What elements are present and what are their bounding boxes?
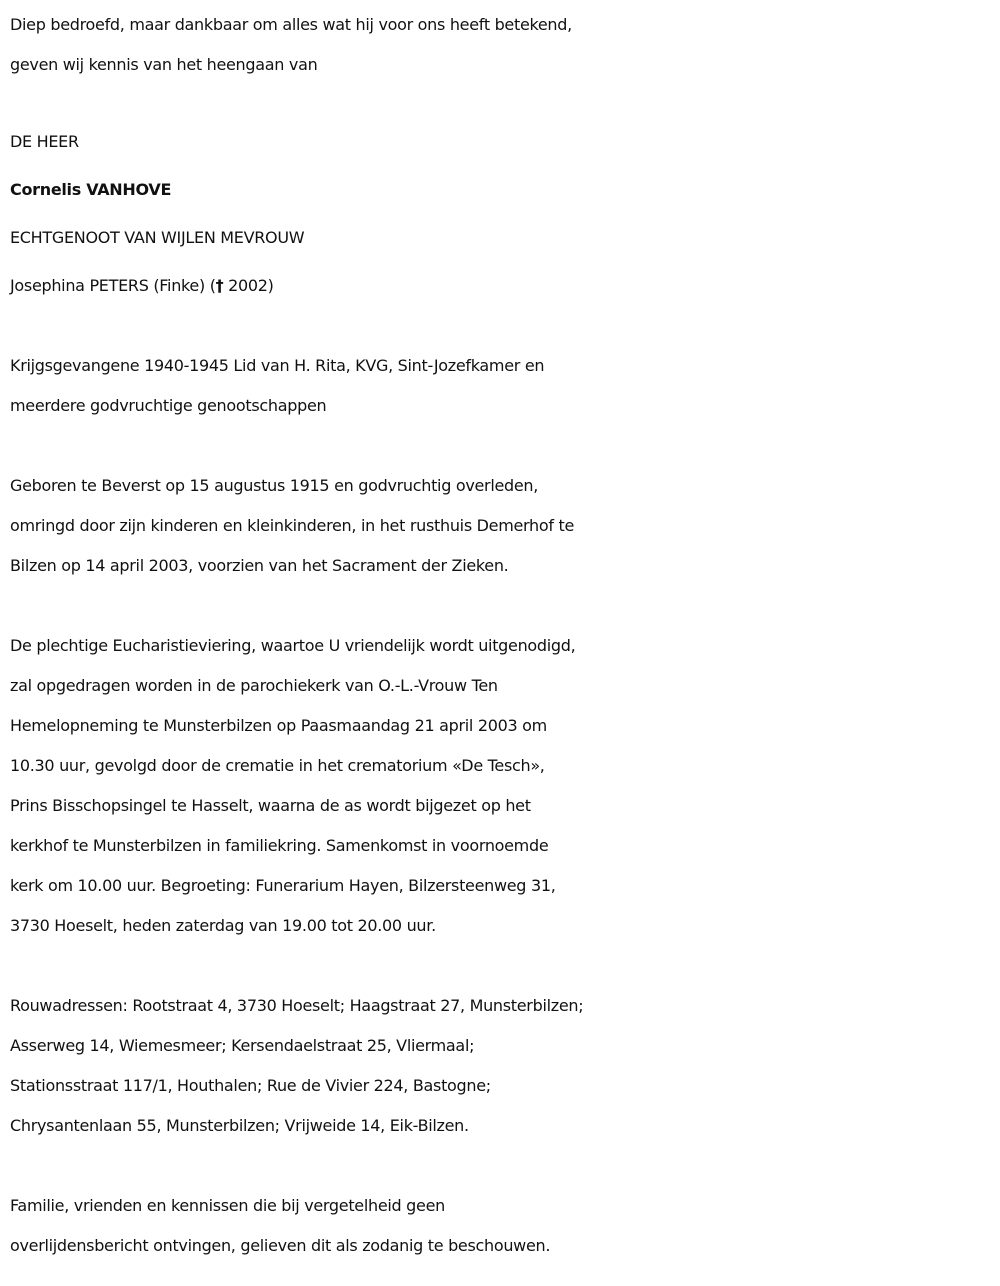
ceremony-line-8: 3730 Hoeselt, heden zaterdag van 19.00 tot 20.00 uur. bbox=[10, 916, 436, 935]
deceased-relation: ECHTGENOOT VAN WIJLEN MEVROUW bbox=[10, 228, 305, 247]
memberships-paragraph bbox=[10, 346, 995, 426]
spacer bbox=[10, 586, 995, 626]
intro-paragraph bbox=[10, 0, 995, 85]
memberships-line-2: meerdere godvruchtige genootschappen bbox=[10, 396, 327, 415]
addresses-paragraph bbox=[10, 986, 995, 1146]
spouse-year: 2002) bbox=[223, 276, 274, 295]
spacer bbox=[10, 1146, 995, 1186]
ceremony-line-1: De plechtige Eucharistieviering, waartoe U vriendelijk wordt uitgenodigd, bbox=[10, 636, 576, 655]
closing-paragraph bbox=[10, 1186, 995, 1266]
spacer bbox=[10, 310, 995, 346]
addresses-line-3: Stationsstraat 117/1, Houthalen; Rue de Vivier 224, Bastogne; bbox=[10, 1076, 491, 1095]
intro-line-1: Diep bedroefd, maar dankbaar om alles wat hij voor ons heeft betekend, bbox=[10, 15, 572, 34]
ceremony-line-2: zal opgedragen worden in de parochiekerk van O.-L.-Vrouw Ten bbox=[10, 676, 498, 695]
spacer bbox=[10, 85, 995, 118]
birth-death-line-3: Bilzen op 14 april 2003, voorzien van het Sacrament der Zieken. bbox=[10, 556, 509, 575]
addresses-line-1: Rouwadressen: Rootstraat 4, 3730 Hoeselt; Haagstraat 27, Munsterbilzen; bbox=[10, 996, 584, 1015]
intro-line-2: geven wij kennis van het heengaan van bbox=[10, 55, 318, 74]
closing-line-2: overlijdensbericht ontvingen, gelieven dit als zodanig te beschouwen. bbox=[10, 1236, 551, 1255]
deceased-title: DE HEER bbox=[10, 132, 79, 151]
deceased-block bbox=[10, 118, 995, 310]
birth-death-paragraph bbox=[10, 466, 995, 586]
addresses-line-2: Asserweg 14, Wiemesmeer; Kersendaelstraat 25, Vliermaal; bbox=[10, 1036, 475, 1055]
cross-icon: † bbox=[215, 276, 224, 295]
ceremony-line-5: Prins Bisschopsingel te Hasselt, waarna de as wordt bijgezet op het bbox=[10, 796, 531, 815]
birth-death-line-2: omringd door zijn kinderen en kleinkinderen, in het rusthuis Demerhof te bbox=[10, 516, 574, 535]
obituary-document bbox=[10, 0, 995, 1266]
birth-death-line-1: Geboren te Beverst op 15 augustus 1915 en godvruchtig overleden, bbox=[10, 476, 539, 495]
ceremony-line-4: 10.30 uur, gevolgd door de crematie in het crematorium «De Tesch», bbox=[10, 756, 545, 775]
spouse-name: Josephina PETERS (Finke) ( bbox=[10, 276, 216, 295]
ceremony-paragraph bbox=[10, 626, 995, 946]
ceremony-line-6: kerkhof te Munsterbilzen in familiekring. Samenkomst in voornoemde bbox=[10, 836, 549, 855]
spacer bbox=[10, 946, 995, 986]
ceremony-line-3: Hemelopneming te Munsterbilzen op Paasmaandag 21 april 2003 om bbox=[10, 716, 547, 735]
spacer bbox=[10, 426, 995, 466]
deceased-name: Cornelis VANHOVE bbox=[10, 180, 172, 199]
spouse-line bbox=[10, 262, 995, 310]
memberships-line-1: Krijgsgevangene 1940-1945 Lid van H. Rita, KVG, Sint-Jozefkamer en bbox=[10, 356, 545, 375]
ceremony-line-7: kerk om 10.00 uur. Begroeting: Funerarium Hayen, Bilzersteenweg 31, bbox=[10, 876, 556, 895]
addresses-line-4: Chrysantenlaan 55, Munsterbilzen; Vrijweide 14, Eik-Bilzen. bbox=[10, 1116, 469, 1135]
closing-line-1: Familie, vrienden en kennissen die bij vergetelheid geen bbox=[10, 1196, 445, 1215]
